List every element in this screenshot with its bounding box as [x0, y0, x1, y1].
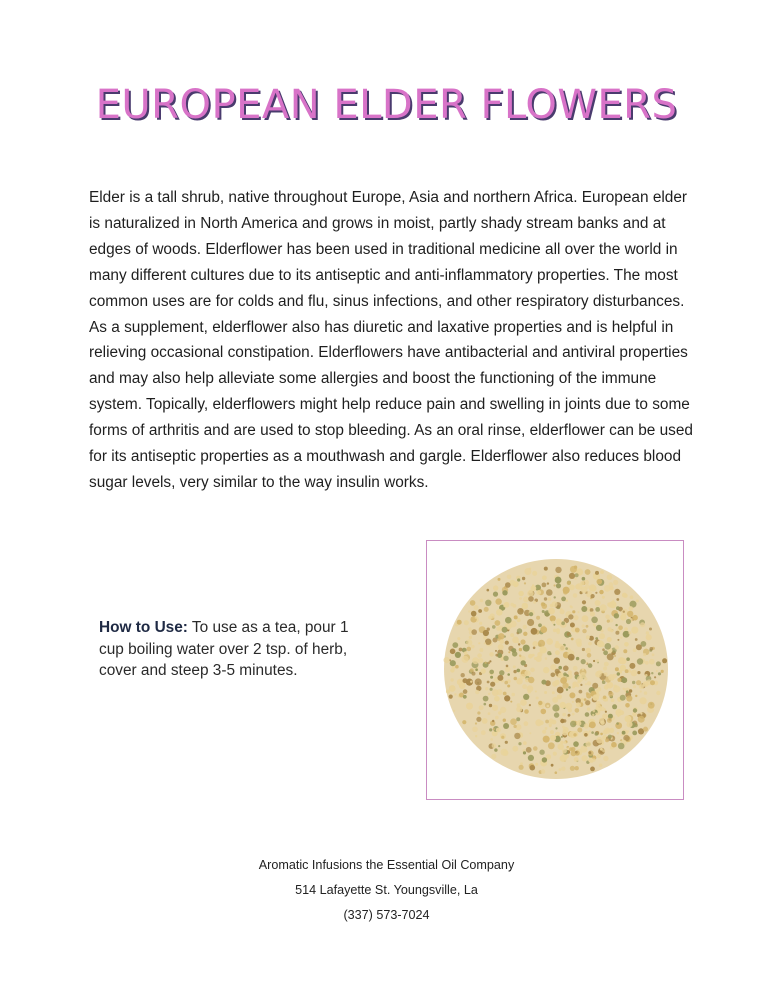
- dried-elderflower-pile-image: [427, 541, 683, 799]
- footer-address: 514 Lafayette St. Youngsville, La: [295, 883, 478, 897]
- footer-phone: (337) 573-7024: [343, 908, 430, 922]
- description-paragraph: Elder is a tall shrub, native throughout Europe, Asia and northern Africa. European elder is naturalized in North America and grows in moist, partly shady stream banks and at edges of woods. Elderflower has been used in traditional medicine all over the world in many different cultures due to its antiseptic and anti-inflammatory properties. The most common uses are for colds and flu, sinus infections, and other respiratory disturbances. As a supplement, elderflower also has diuretic and laxative properties and is helpful in relieving occasional constipation. Elderflowers have antibacterial and antiviral properties and may also help alleviate some allergies and boost the functioning of the immune system. Topically, elderflowers might help reduce pain and swelling in joints due to some forms of arthritis and are used to stop bleeding. As an oral rinse, elderflower can be used for its antiseptic properties as a mouthwash and gargle. Elderflower also reduces blood sugar levels, very similar to the way insulin works.: [89, 189, 693, 491]
- how-to-use-label: How to Use:: [99, 619, 188, 636]
- page-title: EUROPEAN ELDER FLOWERS: [95, 82, 678, 128]
- footer-company: Aromatic Infusions the Essential Oil Company: [258, 858, 515, 872]
- herb-photo: [426, 540, 684, 800]
- how-to-use-text: To use as a tea, pour 1 cup boiling water over 2 tsp. of herb, cover and steep 3-5 minutes.: [99, 619, 349, 679]
- how-to-use-section: [99, 617, 374, 682]
